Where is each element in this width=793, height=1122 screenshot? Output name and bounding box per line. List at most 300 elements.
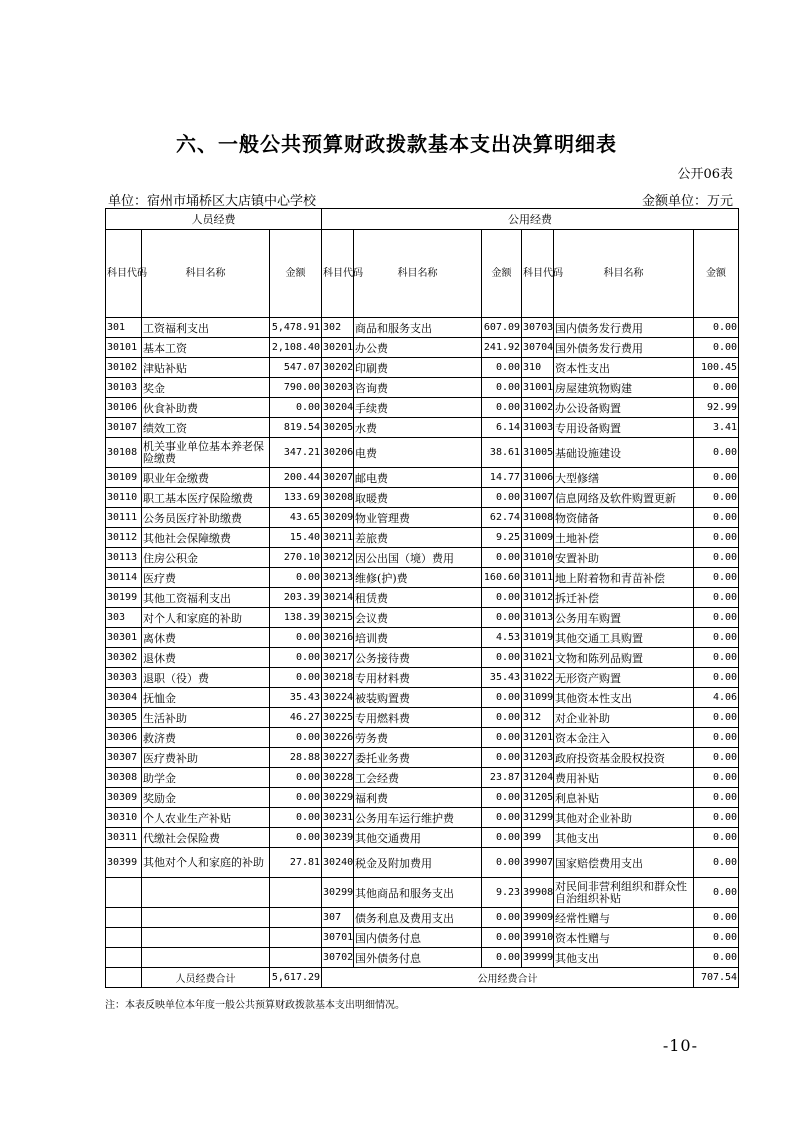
subject-code: 302 <box>322 318 354 338</box>
subject-name: 信息网络及软件购置更新 <box>554 488 694 508</box>
subject-name: 国外债务发行费用 <box>554 338 694 358</box>
col-header-name: 科目名称 <box>554 230 694 318</box>
amount: 0.00 <box>270 828 322 848</box>
amount: 0.00 <box>482 398 522 418</box>
subject-name: 邮电费 <box>354 468 482 488</box>
amount: 6.14 <box>482 418 522 438</box>
amount: 138.39 <box>270 608 322 628</box>
amount: 0.00 <box>694 668 739 688</box>
subject-name: 伙食补助费 <box>142 398 270 418</box>
expenditure-detail-table <box>105 208 739 988</box>
subject-code: 30112 <box>106 528 142 548</box>
subject-code: 39910 <box>522 928 554 948</box>
amount: 0.00 <box>270 648 322 668</box>
amount: 160.60 <box>482 568 522 588</box>
amount: 270.10 <box>270 548 322 568</box>
public-group-header: 公用经费 <box>322 209 739 230</box>
subject-name: 对企业补助 <box>554 708 694 728</box>
subject-code: 30703 <box>522 318 554 338</box>
subject-code: 30209 <box>322 508 354 528</box>
subject-code: 30224 <box>322 688 354 708</box>
subject-name: 公务接待费 <box>354 648 482 668</box>
subject-code: 31012 <box>522 588 554 608</box>
subject-code: 30201 <box>322 338 354 358</box>
subject-code: 31201 <box>522 728 554 748</box>
amount: 0.00 <box>694 568 739 588</box>
subject-code: 31001 <box>522 378 554 398</box>
subject-code: 30215 <box>322 608 354 628</box>
subject-code: 310 <box>522 358 554 378</box>
subject-code: 31022 <box>522 668 554 688</box>
subject-name: 助学金 <box>142 768 270 788</box>
amount: 0.00 <box>270 768 322 788</box>
amount: 0.00 <box>270 398 322 418</box>
amount: 0.00 <box>694 438 739 468</box>
subject-name: 津贴补贴 <box>142 358 270 378</box>
amount: 0.00 <box>270 808 322 828</box>
amount: 0.00 <box>482 908 522 928</box>
subject-code: 30231 <box>322 808 354 828</box>
amount: 92.99 <box>694 398 739 418</box>
table-row <box>106 398 739 418</box>
amount: 0.00 <box>694 828 739 848</box>
subject-name: 生活补助 <box>142 708 270 728</box>
table-row <box>106 358 739 378</box>
amount: 9.23 <box>482 878 522 908</box>
amount: 0.00 <box>694 318 739 338</box>
personnel-total-value: 5,617.29 <box>270 968 322 988</box>
subject-name: 国外债务付息 <box>354 948 482 968</box>
subject-code: 31009 <box>522 528 554 548</box>
personnel-total-label: 人员经费合计 <box>142 968 270 988</box>
subject-code: 30102 <box>106 358 142 378</box>
amount: 0.00 <box>482 548 522 568</box>
subject-name: 手续费 <box>354 398 482 418</box>
subject-name: 其他资本性支出 <box>554 688 694 708</box>
table-row <box>106 688 739 708</box>
subject-name: 债务利息及费用支出 <box>354 908 482 928</box>
subject-name: 拆迁补偿 <box>554 588 694 608</box>
subject-name <box>142 928 270 948</box>
subject-name: 其他社会保障缴费 <box>142 528 270 548</box>
subject-code: 30199 <box>106 588 142 608</box>
subject-code: 31002 <box>522 398 554 418</box>
amount: 0.00 <box>694 548 739 568</box>
amount: 0.00 <box>270 728 322 748</box>
amount: 0.00 <box>482 808 522 828</box>
subject-name: 无形资产购置 <box>554 668 694 688</box>
subject-code: 30107 <box>106 418 142 438</box>
subject-code: 30228 <box>322 768 354 788</box>
amount: 0.00 <box>482 748 522 768</box>
col-header-name: 科目名称 <box>354 230 482 318</box>
amount: 0.00 <box>694 488 739 508</box>
subject-name: 职业年金缴费 <box>142 468 270 488</box>
subject-name: 退职（役）费 <box>142 668 270 688</box>
subject-name: 离休费 <box>142 628 270 648</box>
subject-name: 专用设备购置 <box>554 418 694 438</box>
subject-code: 30203 <box>322 378 354 398</box>
subject-code: 30108 <box>106 438 142 468</box>
subject-name: 劳务费 <box>354 728 482 748</box>
subject-name: 基础设施建设 <box>554 438 694 468</box>
subject-name: 住房公积金 <box>142 548 270 568</box>
amount <box>270 928 322 948</box>
amount: 27.81 <box>270 848 322 878</box>
subject-name: 国内债务发行费用 <box>554 318 694 338</box>
amount: 0.00 <box>694 788 739 808</box>
subject-code <box>106 908 142 928</box>
amount: 14.77 <box>482 468 522 488</box>
subject-name: 印刷费 <box>354 358 482 378</box>
subject-code: 30301 <box>106 628 142 648</box>
subject-code: 30213 <box>322 568 354 588</box>
subject-code: 30307 <box>106 748 142 768</box>
subject-name: 差旅费 <box>354 528 482 548</box>
subject-code: 30306 <box>106 728 142 748</box>
subject-name: 工资福利支出 <box>142 318 270 338</box>
subject-code: 31003 <box>522 418 554 438</box>
table-row <box>106 608 739 628</box>
subject-code: 31299 <box>522 808 554 828</box>
personnel-group-header: 人员经费 <box>106 209 322 230</box>
subject-name: 水费 <box>354 418 482 438</box>
subject-code: 30217 <box>322 648 354 668</box>
amount: 0.00 <box>694 878 739 908</box>
subject-code: 30240 <box>322 848 354 878</box>
subject-code: 30101 <box>106 338 142 358</box>
amount: 0.00 <box>694 648 739 668</box>
subject-code: 30208 <box>322 488 354 508</box>
public-total-value: 707.54 <box>694 968 739 988</box>
subject-name: 资本金注入 <box>554 728 694 748</box>
subject-code: 312 <box>522 708 554 728</box>
subject-name: 专用燃料费 <box>354 708 482 728</box>
subject-name: 公务用车运行维护费 <box>354 808 482 828</box>
subject-code: 30702 <box>322 948 354 968</box>
amount: 0.00 <box>482 708 522 728</box>
subject-name: 物资储备 <box>554 508 694 528</box>
subject-name <box>142 878 270 908</box>
subject-code: 31203 <box>522 748 554 768</box>
subject-name: 国家赔偿费用支出 <box>554 848 694 878</box>
amount: 0.00 <box>694 768 739 788</box>
subject-code: 399 <box>522 828 554 848</box>
subject-code: 30114 <box>106 568 142 588</box>
amount: 0.00 <box>482 788 522 808</box>
subject-code: 31011 <box>522 568 554 588</box>
table-row <box>106 928 739 948</box>
subject-code: 30701 <box>322 928 354 948</box>
subject-code: 31021 <box>522 648 554 668</box>
col-header-amount: 金额 <box>270 230 322 318</box>
subject-name: 取暖费 <box>354 488 482 508</box>
subject-code: 31007 <box>522 488 554 508</box>
table-row <box>106 768 739 788</box>
subject-name: 其他对企业补助 <box>554 808 694 828</box>
subject-code: 30299 <box>322 878 354 908</box>
subject-code: 301 <box>106 318 142 338</box>
col-header-amount: 金额 <box>482 230 522 318</box>
subject-name: 商品和服务支出 <box>354 318 482 338</box>
subject-name: 福利费 <box>354 788 482 808</box>
subject-name: 培训费 <box>354 628 482 648</box>
subject-code: 30704 <box>522 338 554 358</box>
table-row <box>106 338 739 358</box>
col-header-code: 科目代码 <box>322 230 354 318</box>
subject-name: 基本工资 <box>142 338 270 358</box>
amount <box>270 908 322 928</box>
subject-name: 办公设备购置 <box>554 398 694 418</box>
amount: 241.92 <box>482 338 522 358</box>
subject-name: 资本性支出 <box>554 358 694 378</box>
subject-name: 物业管理费 <box>354 508 482 528</box>
amount: 4.06 <box>694 688 739 708</box>
table-row <box>106 488 739 508</box>
table-row <box>106 588 739 608</box>
amount <box>270 878 322 908</box>
subject-code <box>106 948 142 968</box>
subject-name: 机关事业单位基本养老保险缴费 <box>142 438 270 468</box>
subject-name: 其他工资福利支出 <box>142 588 270 608</box>
amount: 0.00 <box>694 338 739 358</box>
subject-code: 39999 <box>522 948 554 968</box>
amount: 4.53 <box>482 628 522 648</box>
table-row <box>106 628 739 648</box>
subject-name: 经常性赠与 <box>554 908 694 928</box>
subject-code <box>106 928 142 948</box>
subject-code: 307 <box>322 908 354 928</box>
col-header-amount: 金额 <box>694 230 739 318</box>
subject-name: 抚恤金 <box>142 688 270 708</box>
subject-code: 31008 <box>522 508 554 528</box>
subject-name: 文物和陈列品购置 <box>554 648 694 668</box>
amount: 35.43 <box>482 668 522 688</box>
subject-name: 会议费 <box>354 608 482 628</box>
subject-name: 专用材料费 <box>354 668 482 688</box>
amount: 0.00 <box>694 748 739 768</box>
amount: 0.00 <box>482 608 522 628</box>
money-unit: 金额单位：万元 <box>641 194 733 209</box>
subject-code: 39909 <box>522 908 554 928</box>
subject-code: 31205 <box>522 788 554 808</box>
table-row <box>106 708 739 728</box>
subject-name: 公务用车购置 <box>554 608 694 628</box>
subject-code: 30110 <box>106 488 142 508</box>
subject-code: 30202 <box>322 358 354 378</box>
subject-code: 30109 <box>106 468 142 488</box>
subject-name: 对个人和家庭的补助 <box>142 608 270 628</box>
table-row <box>106 528 739 548</box>
table-row <box>106 508 739 528</box>
amount: 0.00 <box>694 908 739 928</box>
subject-code <box>106 878 142 908</box>
subject-code: 31010 <box>522 548 554 568</box>
subject-code: 30309 <box>106 788 142 808</box>
amount: 0.00 <box>694 728 739 748</box>
table-row <box>106 468 739 488</box>
amount: 0.00 <box>694 508 739 528</box>
amount: 0.00 <box>482 688 522 708</box>
subject-code: 30207 <box>322 468 354 488</box>
amount: 0.00 <box>694 608 739 628</box>
subject-name: 国内债务付息 <box>354 928 482 948</box>
table-row <box>106 438 739 468</box>
reporting-unit: 单位：宿州市埇桥区大店镇中心学校 <box>108 194 317 209</box>
subject-name: 医疗费 <box>142 568 270 588</box>
subject-name: 土地补偿 <box>554 528 694 548</box>
amount <box>270 948 322 968</box>
amount: 607.09 <box>482 318 522 338</box>
subject-code: 31006 <box>522 468 554 488</box>
amount: 0.00 <box>270 668 322 688</box>
table-row <box>106 548 739 568</box>
subject-code: 30111 <box>106 508 142 528</box>
subject-code: 30229 <box>322 788 354 808</box>
table-row <box>106 748 739 768</box>
table-row <box>106 908 739 928</box>
table-row <box>106 948 739 968</box>
amount: 0.00 <box>694 928 739 948</box>
amount: 0.00 <box>694 948 739 968</box>
amount: 0.00 <box>482 378 522 398</box>
amount: 0.00 <box>482 588 522 608</box>
amount: 23.87 <box>482 768 522 788</box>
amount: 0.00 <box>694 528 739 548</box>
subject-code: 30310 <box>106 808 142 828</box>
subject-code: 30206 <box>322 438 354 468</box>
subject-code: 30212 <box>322 548 354 568</box>
subject-code: 30311 <box>106 828 142 848</box>
subject-name: 安置补助 <box>554 548 694 568</box>
subject-name: 公务员医疗补助缴费 <box>142 508 270 528</box>
subject-name: 其他商品和服务支出 <box>354 878 482 908</box>
subject-code: 30211 <box>322 528 354 548</box>
table-row <box>106 668 739 688</box>
amount: 5,478.91 <box>270 318 322 338</box>
amount: 0.00 <box>694 468 739 488</box>
subject-code: 30305 <box>106 708 142 728</box>
table-row <box>106 378 739 398</box>
amount: 0.00 <box>694 808 739 828</box>
subject-name: 委托业务费 <box>354 748 482 768</box>
subject-name: 费用补贴 <box>554 768 694 788</box>
subject-code: 30399 <box>106 848 142 878</box>
amount: 46.27 <box>270 708 322 728</box>
table-row <box>106 878 739 908</box>
subject-code: 30205 <box>322 418 354 438</box>
table-row <box>106 828 739 848</box>
amount: 0.00 <box>482 948 522 968</box>
table-row <box>106 728 739 748</box>
subject-name: 因公出国（境）费用 <box>354 548 482 568</box>
amount: 0.00 <box>694 848 739 878</box>
subject-name: 被装购置费 <box>354 688 482 708</box>
amount: 547.07 <box>270 358 322 378</box>
subject-name: 咨询费 <box>354 378 482 398</box>
subject-code: 30239 <box>322 828 354 848</box>
subject-code: 30225 <box>322 708 354 728</box>
subject-name <box>142 908 270 928</box>
subject-name: 其他交通工具购置 <box>554 628 694 648</box>
amount: 0.00 <box>270 628 322 648</box>
amount: 0.00 <box>482 928 522 948</box>
col-header-code: 科目代码 <box>106 230 142 318</box>
table-row <box>106 808 739 828</box>
table-row <box>106 788 739 808</box>
amount: 0.00 <box>482 728 522 748</box>
amount: 203.39 <box>270 588 322 608</box>
amount: 100.45 <box>694 358 739 378</box>
amount: 0.00 <box>482 488 522 508</box>
table-row <box>106 568 739 588</box>
subject-code: 31019 <box>522 628 554 648</box>
footnote: 注：本表反映单位本年度一般公共预算财政拨款基本支出明细情况。 <box>105 1000 405 1011</box>
subject-name: 其他支出 <box>554 828 694 848</box>
amount: 43.65 <box>270 508 322 528</box>
amount: 0.00 <box>694 708 739 728</box>
subject-code: 30302 <box>106 648 142 668</box>
amount: 0.00 <box>482 848 522 878</box>
subject-code: 39907 <box>522 848 554 878</box>
subject-code: 39908 <box>522 878 554 908</box>
amount: 819.54 <box>270 418 322 438</box>
subject-code: 31005 <box>522 438 554 468</box>
table-row <box>106 648 739 668</box>
subject-name: 工会经费 <box>354 768 482 788</box>
subject-name: 对民间非营利组织和群众性自治组织补贴 <box>554 878 694 908</box>
subject-code: 30226 <box>322 728 354 748</box>
subject-name: 大型修缮 <box>554 468 694 488</box>
amount: 2,108.40 <box>270 338 322 358</box>
subject-code: 31204 <box>522 768 554 788</box>
subject-name: 医疗费补助 <box>142 748 270 768</box>
subject-code: 30214 <box>322 588 354 608</box>
subject-code: 30106 <box>106 398 142 418</box>
amount: 200.44 <box>270 468 322 488</box>
amount: 15.40 <box>270 528 322 548</box>
subject-code: 31013 <box>522 608 554 628</box>
amount: 0.00 <box>482 828 522 848</box>
subject-name: 退休费 <box>142 648 270 668</box>
subject-name: 奖金 <box>142 378 270 398</box>
subject-name: 奖励金 <box>142 788 270 808</box>
subject-code: 30113 <box>106 548 142 568</box>
public-total-label: 公用经费合计 <box>322 968 694 988</box>
subject-code: 30304 <box>106 688 142 708</box>
table-row <box>106 318 739 338</box>
subject-code: 30216 <box>322 628 354 648</box>
subject-name: 其他交通费用 <box>354 828 482 848</box>
subject-name: 个人农业生产补贴 <box>142 808 270 828</box>
amount: 347.21 <box>270 438 322 468</box>
subject-name: 利息补贴 <box>554 788 694 808</box>
subject-name: 其他支出 <box>554 948 694 968</box>
amount: 790.00 <box>270 378 322 398</box>
subject-code: 30303 <box>106 668 142 688</box>
amount: 3.41 <box>694 418 739 438</box>
subject-name: 租赁费 <box>354 588 482 608</box>
subject-name: 代缴社会保险费 <box>142 828 270 848</box>
amount: 9.25 <box>482 528 522 548</box>
page-number: -10- <box>662 1036 698 1055</box>
subject-name: 政府投资基金股权投资 <box>554 748 694 768</box>
subject-name: 绩效工资 <box>142 418 270 438</box>
amount: 0.00 <box>482 648 522 668</box>
subject-name: 其他对个人和家庭的补助 <box>142 848 270 878</box>
form-code: 公开06表 <box>677 167 733 182</box>
amount: 28.88 <box>270 748 322 768</box>
